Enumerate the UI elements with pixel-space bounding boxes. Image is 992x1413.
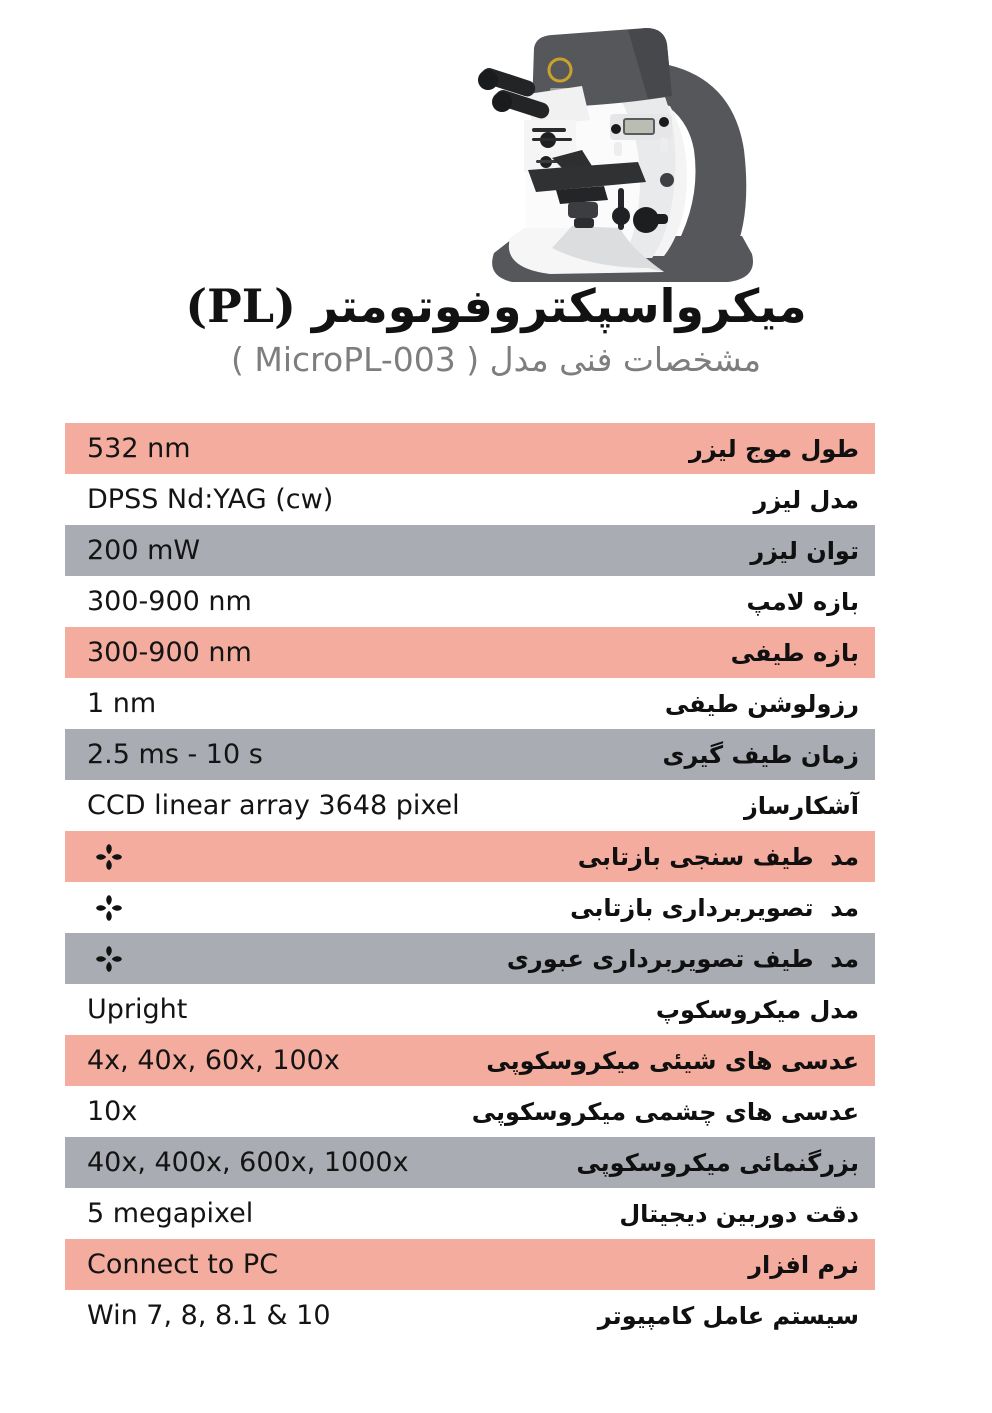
spec-row <box>65 1035 875 1086</box>
spec-row <box>65 1137 875 1188</box>
spec-row <box>65 1290 875 1341</box>
spec-value: DPSS Nd:YAG (cw) <box>87 484 334 515</box>
page-title-latin: (PL) <box>185 279 296 333</box>
spec-value: 1 nm <box>87 688 157 719</box>
spec-value: 200 mW <box>87 535 201 566</box>
spec-label: عدسی های شیئی میکروسکوپی <box>486 1046 859 1075</box>
spec-value: 40x, 400x, 600x, 1000x <box>87 1147 409 1178</box>
spec-value: 532 nm <box>87 433 191 464</box>
microscope-image <box>432 10 780 288</box>
four-petal-asterisk-icon <box>93 841 125 873</box>
spec-value: 300-900 nm <box>87 586 252 617</box>
spec-row <box>65 678 875 729</box>
spec-value: 4x, 40x, 60x, 100x <box>87 1045 340 1076</box>
spec-label: سیستم عامل کامپیوتر <box>597 1301 859 1330</box>
spec-label: مد طیف تصویربرداری عبوری <box>506 944 859 973</box>
spec-label: رزولوشن طیفی <box>664 689 859 718</box>
spec-value: CCD linear array 3648 pixel <box>87 790 460 821</box>
spec-value: 300-900 nm <box>87 637 252 668</box>
page-title <box>0 278 992 336</box>
spec-row <box>65 525 875 576</box>
four-petal-asterisk-icon <box>93 892 125 924</box>
microscope-illustration <box>432 10 780 288</box>
spec-row <box>65 882 875 933</box>
four-petal-asterisk-icon <box>65 943 125 975</box>
four-petal-asterisk-icon <box>93 943 125 975</box>
page-subtitle: مشخصات فنی مدل ( MicroPL-003 ) <box>231 339 761 379</box>
spec-value: Upright <box>87 994 188 1025</box>
spec-label: بزرگنمائی میکروسکوپی <box>576 1148 859 1177</box>
spec-label: بازه لامپ <box>746 587 859 616</box>
spec-label: طول موج لیزر <box>689 434 859 463</box>
spec-label: دقت دوربین دیجیتال <box>619 1199 859 1228</box>
spec-value: 5 megapixel <box>87 1198 254 1229</box>
spec-label: زمان طیف گیری <box>662 740 859 769</box>
spec-value: 2.5 ms - 10 s <box>87 739 263 770</box>
spec-row <box>65 474 875 525</box>
spec-row <box>65 1188 875 1239</box>
spec-row <box>65 780 875 831</box>
spec-table <box>65 423 875 1341</box>
spec-row <box>65 1086 875 1137</box>
four-petal-asterisk-icon <box>65 841 125 873</box>
header <box>0 278 992 379</box>
spec-label: نرم افزار <box>748 1250 859 1279</box>
spec-value: Connect to PC <box>87 1249 279 1280</box>
spec-row <box>65 984 875 1035</box>
spec-label: بازه طیفی <box>730 638 859 667</box>
spec-label: توان لیزر <box>750 536 859 565</box>
spec-value: 10x <box>87 1096 138 1127</box>
page-title-farsi: میکرواسپکتروفوتومتر <box>311 279 807 333</box>
four-petal-asterisk-icon <box>65 892 125 924</box>
spec-row <box>65 627 875 678</box>
spec-row <box>65 729 875 780</box>
spec-row <box>65 423 875 474</box>
spec-row <box>65 1239 875 1290</box>
spec-row <box>65 831 875 882</box>
spec-label: مدل لیزر <box>753 485 859 514</box>
spec-label: مد طیف سنجی بازتابی <box>577 842 859 871</box>
spec-label: عدسی های چشمی میکروسکوپی <box>471 1097 859 1126</box>
spec-value: Win 7, 8, 8.1 & 10 <box>87 1300 331 1331</box>
spec-label: مدل میکروسکوپ <box>655 995 859 1024</box>
spec-label: مد تصویربرداری بازتابی <box>570 893 859 922</box>
spec-row <box>65 576 875 627</box>
spec-label: آشکارساز <box>743 791 859 820</box>
spec-row <box>65 933 875 984</box>
